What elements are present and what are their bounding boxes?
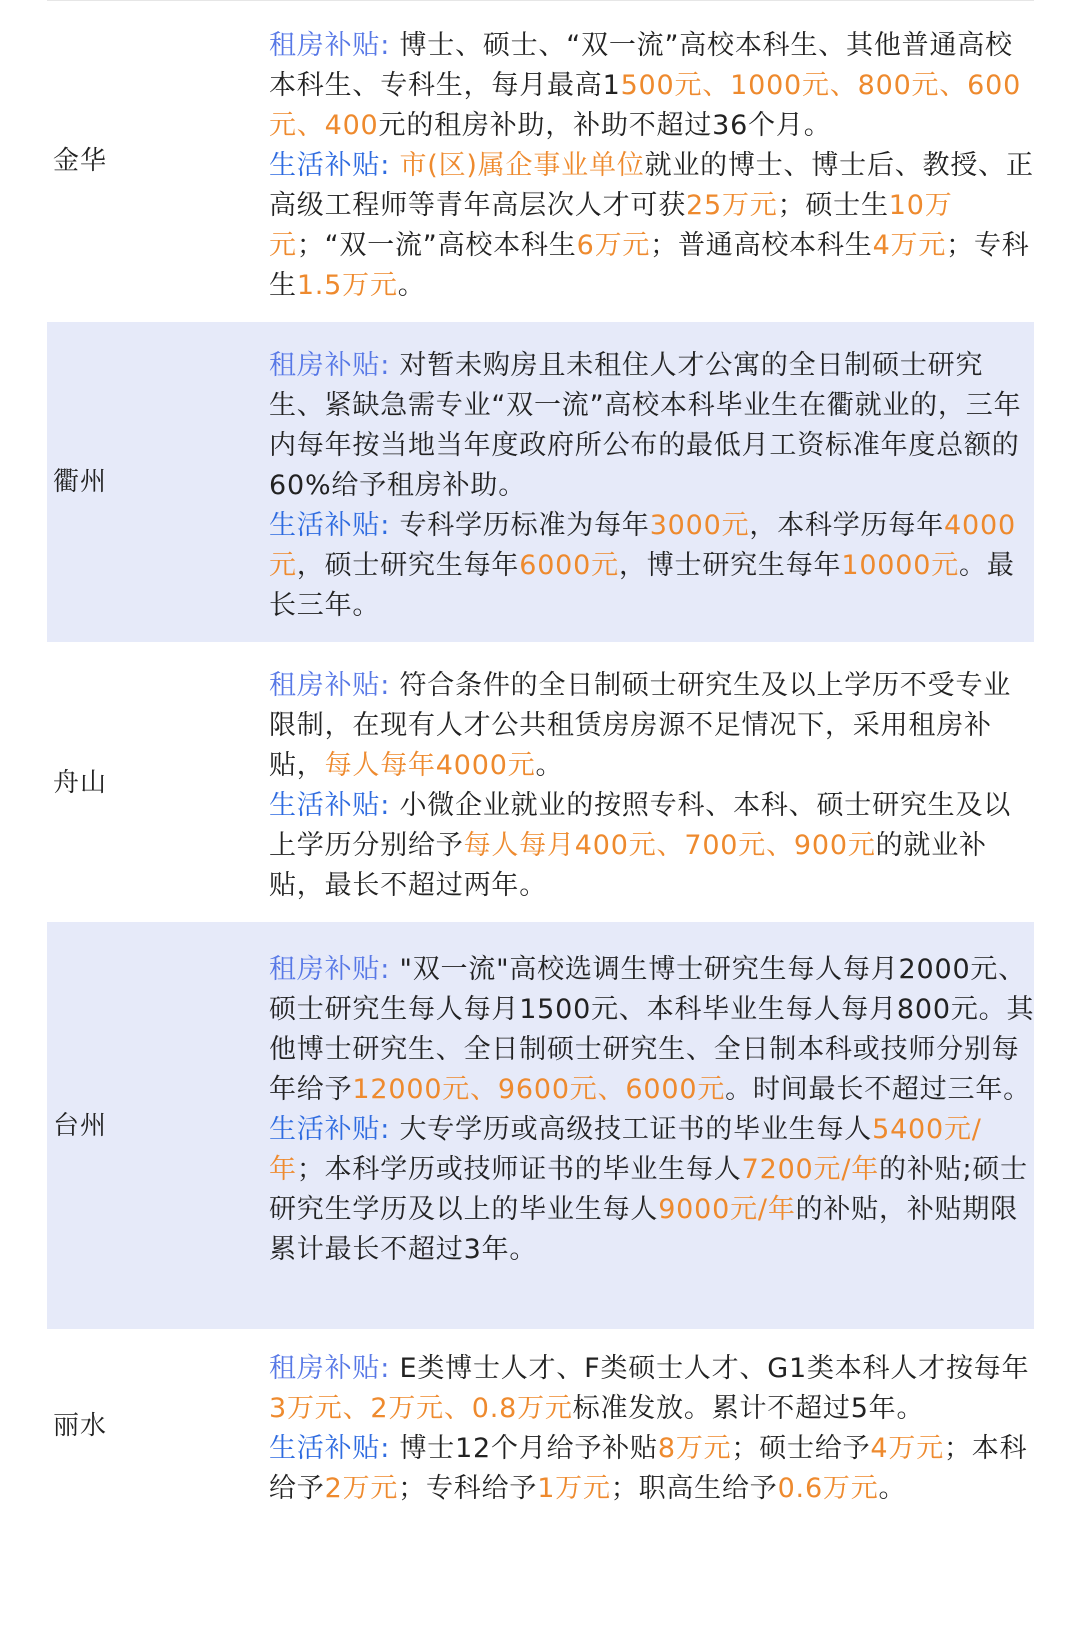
living-subsidy-label: 生活补贴: — [269, 150, 400, 181]
city-name: 台州 — [53, 1111, 108, 1141]
highlighted-amount: 1万元 — [537, 1473, 611, 1504]
table-row — [47, 1329, 1034, 1519]
description-text: ；普通高校本科生 — [650, 230, 873, 261]
highlighted-amount: 市(区)属企事业单位 — [399, 150, 645, 181]
description-text: ；本科学历或技师证书的毕业生每人 — [296, 1154, 742, 1185]
highlighted-amount: 7200元/年 — [741, 1154, 880, 1185]
subsidy-description — [269, 346, 1036, 626]
description-text: 专科学历标准为每年 — [399, 510, 650, 541]
highlighted-amount: 8万元 — [657, 1433, 732, 1464]
highlighted-amount: 3万元、2万元、0.8万元 — [269, 1393, 573, 1424]
rent-subsidy-label: 租房补贴: — [269, 954, 400, 985]
subsidy-description — [269, 666, 1036, 906]
subsidy-description — [269, 950, 1036, 1270]
description-text: ；专科生 — [269, 230, 1030, 301]
highlighted-amount: 3000元 — [649, 510, 750, 541]
city-name: 衢州 — [53, 467, 108, 497]
highlighted-amount: 500元、1000元、800元、600元、400 — [269, 70, 1022, 141]
highlighted-amount: 1.5万元 — [296, 270, 398, 301]
highlighted-amount: 6000元 — [519, 550, 619, 581]
city-name: 金华 — [53, 146, 108, 176]
rent-subsidy-label: 租房补贴: — [269, 1353, 400, 1384]
highlighted-amount: 4000元 — [269, 510, 1016, 581]
description-text: 符合条件的全日制硕士研究生及以上学历不受专业限制，在现有人才公共租赁房房源不足情况下，采用租房补贴， — [269, 670, 1012, 781]
description-text: ；职高生给予 — [610, 1473, 778, 1504]
description-text: 小微企业就业的按照专科、本科、硕士研究生及以上学历分别给予 — [269, 790, 1012, 861]
description-text: 博士12个月给予补贴 — [399, 1433, 658, 1464]
description-text: 。 — [878, 1473, 907, 1504]
highlighted-amount: 5400元/年 — [269, 1114, 982, 1185]
description-text: "双一流"高校选调生博士研究生每人每月2000元、硕士研究生每人每月1500元、本科毕业生每人每月800元。其他博士研究生、全日制硕士研究生、全日制本科或技师分别每年给予 — [269, 954, 1035, 1105]
highlighted-amount: 10万元 — [269, 190, 953, 261]
highlighted-amount: 9000元/年 — [658, 1194, 796, 1225]
city-name: 丽水 — [53, 1411, 108, 1441]
table-row — [47, 0, 1034, 322]
description-text: 的补贴，补贴期限累计最长不超过3年。 — [269, 1194, 1019, 1265]
description-text: 。 — [397, 270, 426, 301]
description-text: 就业的博士、博士后、教授、正高级工程师等青年高层次人才可获 — [269, 150, 1034, 221]
description-text: ；本科给予 — [269, 1433, 1028, 1504]
highlighted-amount: 每人每年4000元 — [324, 750, 536, 781]
description-text: 标准发放。累计不超过5年。 — [572, 1393, 925, 1424]
subsidy-description — [269, 1349, 1036, 1509]
highlighted-amount: 12000元、9600元、6000元 — [352, 1074, 726, 1105]
highlighted-amount: 25万元 — [686, 190, 778, 221]
description-text: 博士、硕士、“双一流”高校本科生、其他普通高校本科生、专科生，每月最高1 — [269, 30, 1013, 101]
table-row — [47, 922, 1034, 1329]
description-text: ，硕士研究生每年 — [296, 550, 520, 581]
highlighted-amount: 0.6万元 — [777, 1473, 879, 1504]
table-row — [47, 322, 1034, 642]
description-text: 元的租房补助，补助不超过36个月。 — [378, 110, 832, 141]
description-text: 。 — [535, 750, 564, 781]
highlighted-amount: 每人每月400元、700元、900元 — [463, 830, 876, 861]
living-subsidy-label: 生活补贴: — [269, 510, 400, 541]
rent-subsidy-label: 租房补贴: — [269, 350, 400, 381]
highlighted-amount: 10000元 — [841, 550, 960, 581]
description-text: ；专科给予 — [398, 1473, 538, 1504]
description-text: 的就业补贴，最长不超过两年。 — [269, 830, 987, 901]
highlighted-amount: 2万元 — [324, 1473, 399, 1504]
subsidy-description — [269, 26, 1036, 306]
city-name: 舟山 — [53, 768, 108, 798]
rent-subsidy-label: 租房补贴: — [269, 30, 400, 61]
description-text: 。时间最长不超过三年。 — [725, 1074, 1031, 1105]
description-text: ，本科学历每年 — [749, 510, 945, 541]
table-row — [47, 642, 1034, 922]
description-text: ；硕士生 — [777, 190, 889, 221]
description-text: ；“双一流”高校本科生 — [296, 230, 577, 261]
description-text: E类博士人才、F类硕士人才、G1类本科人才按每年 — [399, 1353, 1030, 1384]
living-subsidy-label: 生活补贴: — [269, 1114, 400, 1145]
highlighted-amount: 6万元 — [576, 230, 651, 261]
description-text: ；硕士给予 — [731, 1433, 871, 1464]
description-text: ，博士研究生每年 — [618, 550, 842, 581]
description-text: 对暂未购房且未租住人才公寓的全日制硕士研究生、紧缺急需专业“双一流”高校本科毕业生在衢就业的，三年内每年按当地当年度政府所公布的最低月工资标准年度总额的60%给予租房补助。 — [269, 350, 1022, 501]
living-subsidy-label: 生活补贴: — [269, 1433, 400, 1464]
living-subsidy-label: 生活补贴: — [269, 790, 400, 821]
rent-subsidy-label: 租房补贴: — [269, 670, 400, 701]
description-text: 的补贴;硕士研究生学历及以上的毕业生每人 — [269, 1154, 1028, 1225]
description-text: 。最长三年。 — [269, 550, 1015, 621]
highlighted-amount: 4万元 — [870, 1433, 944, 1464]
description-text: 大专学历或高级技工证书的毕业生每人 — [399, 1114, 873, 1145]
highlighted-amount: 4万元 — [872, 230, 947, 261]
